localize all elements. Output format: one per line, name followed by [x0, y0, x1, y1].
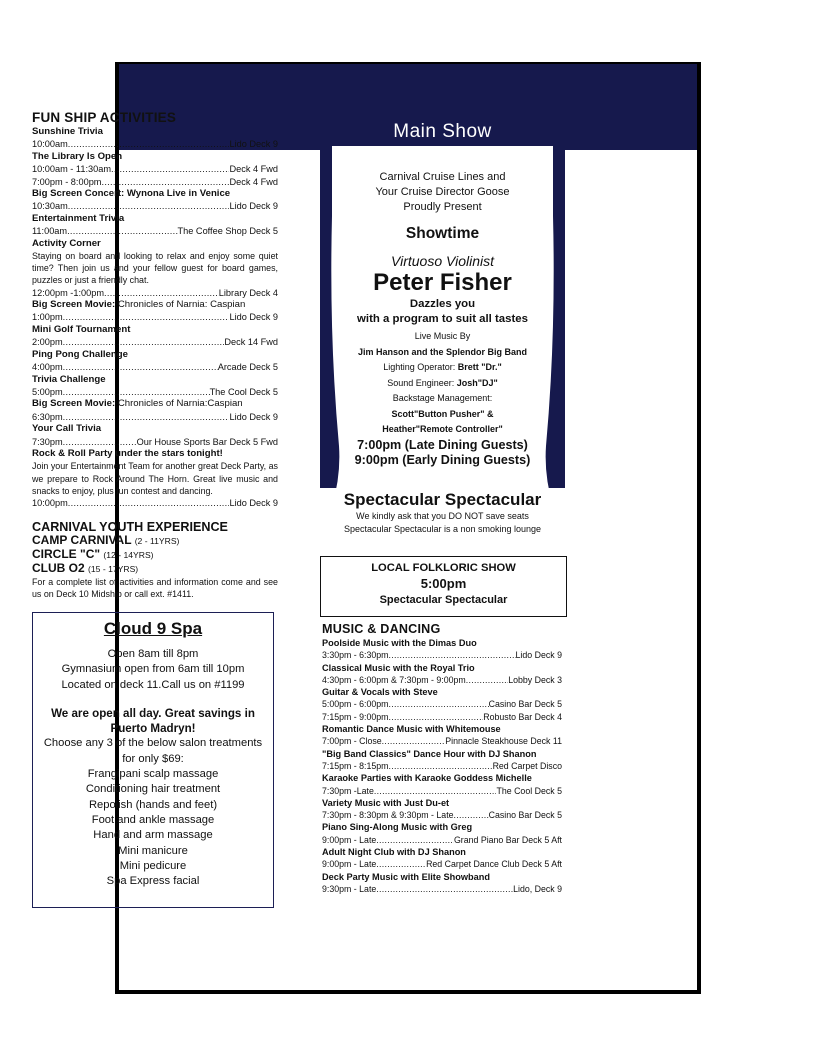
schedule-time: 9:00pm - Late — [322, 834, 377, 845]
dot-leader — [63, 386, 210, 398]
youth-program-name: CLUB O2 — [32, 561, 89, 575]
schedule-time: 3:30pm - 6:30pm — [322, 650, 389, 661]
activity-title-bold: The Library Is Open — [32, 150, 123, 162]
dot-leader — [389, 711, 484, 723]
activity-description: Staying on board and looking to relax and enjoy some quiet time? Then join us and your fellow guest for board games, puzzles or just a friendly chat. — [32, 251, 278, 286]
activity-title — [32, 299, 278, 311]
schedule-location: Lido Deck 9 — [229, 312, 278, 323]
spa-hours-2: Located on deck 11.Call us on #1199 — [61, 678, 245, 691]
dot-leader — [63, 361, 218, 373]
schedule-time: 7:30pm — [32, 436, 63, 447]
schedule-row — [32, 336, 278, 348]
dot-leader — [454, 809, 489, 821]
performer-role: Virtuoso Violinist — [391, 253, 494, 269]
credit-value: Jim Hanson and the Splendor Big Band — [357, 346, 527, 357]
youth-program-ages: (15 - 17YRS) — [88, 564, 139, 574]
activity-title-bold: Activity Corner — [32, 237, 101, 249]
credit-value: Heather"Remote Controller" — [382, 424, 503, 434]
activities-list — [32, 126, 278, 509]
schedule-row — [32, 163, 278, 175]
schedule-row — [322, 735, 562, 747]
activity-title-bold: Variety Music with Just Du-et — [322, 797, 450, 808]
show-credits — [320, 329, 565, 438]
activity-title — [32, 238, 278, 250]
spa-treatment: Mini manicure — [118, 844, 188, 857]
schedule-time: 5:00pm - 6:00pm — [322, 699, 389, 710]
activity-title — [322, 871, 562, 883]
youth-note: For a complete list of activities and information come and see us on Deck 10 Midship or call ext. #1411. — [32, 577, 278, 600]
youth-section — [32, 520, 278, 600]
activity-title — [322, 686, 562, 698]
schedule-row — [32, 436, 278, 448]
youth-program — [32, 548, 278, 562]
youth-program-ages: (12 - 14YRS) — [103, 550, 154, 560]
dot-leader — [389, 649, 516, 661]
schedule-location: Deck 4 Fwd — [229, 164, 278, 175]
activity-title-rest: Chronicles of Narnia: Caspian — [115, 299, 246, 311]
activity-title-bold: Ping Pong Challenge — [32, 348, 128, 360]
schedule-row — [32, 138, 278, 150]
activity-description: Join your Entertainment Team for another great Deck Party, as we prepare to Rock Around The Horn. Great live music and snacks to enjoy, plus fun contest and dancing. — [32, 461, 278, 496]
show-time-0: 7:00pm (Late Dining Guests) — [357, 437, 528, 452]
credit-line — [320, 422, 565, 438]
credit-line — [320, 376, 565, 392]
schedule-row — [32, 361, 278, 373]
venue-note-1: Spectacular Spectacular is a non smoking lounge — [343, 524, 542, 534]
activity-title-bold: Adult Night Club with DJ Shanon — [322, 847, 466, 858]
spa-treatment: Foot and ankle massage — [91, 813, 215, 826]
schedule-location: Lido Deck 9 — [229, 139, 278, 150]
spa-treatment: Mini pedicure — [119, 859, 187, 872]
schedule-row — [32, 497, 278, 509]
dot-leader — [63, 411, 230, 423]
dot-leader — [63, 336, 225, 348]
spa-offer-0: Choose any 3 of the below salon treatments — [43, 737, 263, 750]
activity-title-bold: Classical Music with the Royal Trio — [322, 662, 475, 673]
schedule-row — [322, 674, 562, 686]
dot-leader — [111, 163, 229, 175]
venue-note-0: We kindly ask that you DO NOT save seats — [356, 511, 529, 521]
activity-title-rest: Chronicles of Narnia:Caspian — [115, 398, 243, 410]
credit-line — [320, 345, 565, 361]
schedule-row — [322, 711, 562, 723]
schedule-time: 11:00am — [32, 226, 68, 237]
venue-name: Spectacular Spectacular — [343, 490, 542, 509]
activity-title-bold: Romantic Dance Music with Whitemouse — [322, 724, 501, 735]
folkloric-time: 5:00pm — [420, 576, 467, 591]
dot-leader — [67, 225, 177, 237]
schedule-location: The Cool Deck 5 — [496, 785, 562, 796]
activity-title-bold: Sunshine Trivia — [32, 126, 103, 137]
schedule-location: Deck 14 Fwd — [224, 337, 278, 348]
activity-title — [322, 772, 562, 784]
schedule-row — [322, 698, 562, 710]
dot-leader — [68, 497, 230, 509]
youth-programs — [32, 534, 278, 576]
schedule-time: 10:30am — [32, 201, 68, 212]
schedule-time: 7:15pm - 8:15pm — [322, 760, 389, 771]
folkloric-box — [320, 556, 567, 617]
schedule-time: 2:00pm — [32, 337, 63, 348]
dot-leader — [376, 883, 513, 895]
schedule-row — [32, 411, 278, 423]
activity-title — [32, 423, 278, 435]
activity-title-bold: Piano Sing-Along Music with Greg — [322, 822, 473, 833]
activity-title — [32, 126, 278, 138]
spa-promo-0: We are open all day. Great savings in — [51, 706, 255, 720]
activity-title-bold: Rock & Roll Party under the stars tonight! — [32, 447, 223, 459]
main-show-box — [320, 118, 565, 544]
schedule-location: Our House Sports Bar Deck 5 Fwd — [136, 436, 278, 447]
spa-box — [32, 612, 274, 908]
dot-leader — [376, 834, 454, 846]
activity-title — [322, 723, 562, 735]
youth-program-ages: (2 - 11YRS) — [134, 536, 180, 546]
schedule-location: Deck 4 Fwd — [229, 176, 278, 187]
activities-heading: FUN SHIP ACTIVITIES — [32, 110, 177, 125]
activity-title-bold: Your Call Trivia — [32, 423, 102, 435]
dot-leader — [389, 760, 493, 772]
schedule-time: 7:00pm - Close — [322, 736, 382, 747]
main-show-title: Main Show — [393, 121, 492, 142]
activity-title — [32, 324, 278, 336]
schedule-location: Lido Deck 9 — [515, 650, 562, 661]
youth-program — [32, 534, 278, 548]
activity-title-bold: "Big Band Classics" Dance Hour with DJ Shanon — [322, 748, 537, 759]
schedule-time: 7:30pm - 8:30pm & 9:30pm - Late — [322, 810, 454, 821]
spa-treatments — [33, 767, 273, 889]
spa-promo-1: Puerto Madryn! — [110, 722, 196, 736]
credit-line — [320, 391, 565, 407]
activity-title — [32, 448, 278, 460]
schedule-time: 10:00am - 11:30am — [32, 164, 111, 175]
schedule-location: Red Carpet Dance Club Deck 5 Aft — [426, 859, 562, 870]
intro-0: Carnival Cruise Lines and — [379, 171, 506, 183]
activity-title — [32, 213, 278, 225]
schedule-location: Lido Deck 9 — [229, 411, 278, 422]
schedule-location: Lido, Deck 9 — [513, 883, 562, 894]
schedule-location: Pinnacle Steakhouse Deck 11 — [445, 736, 562, 747]
schedule-location: Arcade Deck 5 — [217, 362, 278, 373]
music-list — [322, 637, 562, 895]
schedule-location: Lobby Deck 3 — [508, 674, 562, 685]
music-heading: MUSIC & DANCING — [322, 622, 441, 636]
schedule-row — [322, 809, 562, 821]
venue-block — [320, 488, 565, 544]
activity-title-bold: Big Screen Concert: Wynona Live in Venice — [32, 188, 231, 200]
schedule-row — [322, 649, 562, 661]
show-time-1: 9:00pm (Early Dining Guests) — [354, 453, 531, 467]
schedule-location: Lido Deck 9 — [229, 201, 278, 212]
activities-section — [32, 110, 278, 509]
schedule-location: Grand Piano Bar Deck 5 Aft — [453, 834, 562, 845]
dot-leader — [376, 858, 426, 870]
activity-title-bold: Mini Golf Tournament — [32, 323, 131, 335]
spa-offer-1: for only $69: — [122, 752, 184, 765]
youth-program — [32, 562, 278, 576]
folkloric-title: LOCAL FOLKLORIC SHOW — [371, 562, 516, 574]
activity-title — [322, 748, 562, 760]
spa-treatment: Hand and arm massage — [93, 829, 213, 842]
schedule-location: The Cool Deck 5 — [209, 386, 278, 397]
credit-label: Live Music By — [414, 331, 471, 341]
dot-leader — [382, 735, 446, 747]
schedule-time: 10:00pm — [32, 497, 68, 508]
activity-title-bold: Big Screen Movie: — [32, 299, 116, 311]
dot-leader — [374, 785, 497, 797]
schedule-row — [32, 200, 278, 212]
activity-title — [32, 374, 278, 386]
activity-title-bold: Guitar & Vocals with Steve — [322, 687, 438, 698]
spa-hours-1: Gymnasium open from 6am till 10pm — [61, 663, 245, 676]
credit-line — [320, 407, 565, 423]
schedule-row — [32, 287, 278, 299]
schedule-row — [322, 785, 562, 797]
activity-title — [32, 151, 278, 163]
credit-value: Scott"Button Pusher" & — [391, 408, 494, 419]
intro-2: Proudly Present — [403, 201, 482, 213]
schedule-time: 5:00pm — [32, 386, 63, 397]
schedule-time: 4:30pm - 6:00pm & 7:30pm - 9:00pm — [322, 674, 466, 685]
youth-program-name: CIRCLE "C" — [32, 547, 104, 561]
schedule-location: Casino Bar Deck 5 — [488, 810, 562, 821]
spa-treatment: Repolish (hands and feet) — [88, 798, 218, 811]
schedule-location: Casino Bar Deck 5 — [488, 699, 562, 710]
schedule-row — [322, 760, 562, 772]
dot-leader — [104, 287, 219, 299]
schedule-row — [322, 858, 562, 870]
credit-value: Josh"DJ" — [456, 377, 498, 388]
schedule-location: Lido Deck 9 — [229, 497, 278, 508]
spa-hours-0: Open 8am till 8pm — [107, 648, 199, 660]
performer-name: Peter Fisher — [373, 269, 512, 296]
activity-title — [322, 821, 562, 833]
credit-value: Brett "Dr." — [457, 362, 502, 372]
activity-title-bold: Entertainment Trivia — [32, 212, 125, 224]
activity-title — [32, 349, 278, 361]
schedule-time: 9:00pm - Late — [322, 859, 377, 870]
schedule-time: 7:15pm - 9:00pm — [322, 711, 389, 722]
tagline-0: Dazzles you — [409, 298, 476, 310]
tagline-1: with a program to suit all tastes — [357, 313, 528, 325]
music-section — [322, 622, 562, 895]
activity-title — [32, 398, 278, 410]
schedule-location: Library Deck 4 — [218, 287, 278, 298]
credit-label: Backstage Management: — [392, 393, 493, 403]
activity-title-bold: Poolside Music with the Dimas Duo — [322, 638, 477, 648]
folkloric-venue: Spectacular Spectacular — [379, 594, 508, 606]
dot-leader — [101, 176, 229, 188]
schedule-row — [322, 834, 562, 846]
spa-title: Cloud 9 Spa — [103, 619, 203, 638]
credit-line — [320, 360, 565, 376]
dot-leader — [68, 200, 230, 212]
activity-title-bold: Big Screen Movie: — [32, 398, 116, 410]
schedule-time: 10:00am — [32, 139, 68, 150]
show-name: Showtime — [405, 225, 480, 242]
schedule-row — [32, 176, 278, 188]
schedule-location: Robusto Bar Deck 4 — [483, 711, 562, 722]
schedule-row — [32, 225, 278, 237]
main-show-content — [320, 170, 565, 469]
dot-leader — [466, 674, 508, 686]
schedule-time: 7:00pm - 8:00pm — [32, 176, 102, 187]
schedule-time: 1:00pm — [32, 312, 63, 323]
youth-heading: CARNIVAL YOUTH EXPERIENCE — [32, 520, 228, 534]
dot-leader — [68, 138, 230, 150]
schedule-row — [32, 386, 278, 398]
schedule-time: 4:00pm — [32, 362, 63, 373]
activity-title-bold: Karaoke Parties with Karaoke Goddess Michelle — [322, 773, 532, 784]
dot-leader — [389, 698, 489, 710]
spa-treatment: Conditioning hair treatment — [85, 783, 221, 796]
activity-title — [322, 662, 562, 674]
spa-treatment: Frangipani scalp massage — [87, 768, 219, 781]
schedule-time: 9:30pm - Late — [322, 883, 377, 894]
dot-leader — [63, 311, 230, 323]
dot-leader — [63, 436, 137, 448]
credit-line — [320, 329, 565, 345]
schedule-row — [322, 883, 562, 895]
schedule-location: The Coffee Shop Deck 5 — [177, 226, 278, 237]
activity-title — [322, 846, 562, 858]
schedule-location: Red Carpet Disco — [492, 760, 562, 771]
intro-1: Your Cruise Director Goose — [375, 186, 510, 198]
schedule-row — [32, 311, 278, 323]
credit-label: Sound Engineer: — [387, 377, 457, 388]
activity-title-bold: Trivia Challenge — [32, 373, 106, 385]
activity-title — [322, 637, 562, 649]
activity-title — [322, 797, 562, 809]
spa-treatment: Spa Express facial — [106, 875, 200, 888]
credit-label: Lighting Operator: — [383, 362, 458, 372]
activity-title — [32, 188, 278, 200]
activity-title-bold: Deck Party Music with Elite Showband — [322, 871, 490, 882]
schedule-time: 12:00pm -1:00pm — [32, 287, 105, 298]
schedule-time: 7:30pm -Late — [322, 785, 374, 796]
schedule-time: 6:30pm — [32, 411, 63, 422]
youth-program-name: CAMP CARNIVAL — [32, 533, 135, 547]
